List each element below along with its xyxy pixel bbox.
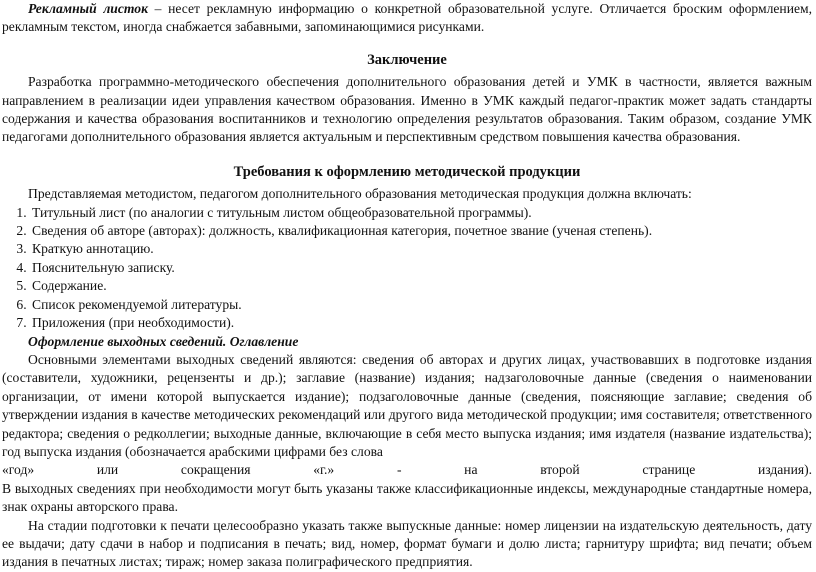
requirements-item: 5. Содержание. <box>30 277 812 295</box>
requirements-item: 3. Краткую аннотацию. <box>30 240 812 258</box>
requirements-item: 2. Сведения об авторе (авторах): должность, квалификационная категория, почетное звание (ученая степень). <box>30 222 812 240</box>
word: или <box>96 462 119 478</box>
output-subheading: Оформление выходных сведений. Оглавление <box>28 333 299 349</box>
intro-text: – несет рекламную информацию о конкретной образовательной услуге. Отличается броским оформлением, рекламным текстом, иногда снабжается забавными, запоминающимися рисунками. <box>2 1 813 35</box>
word: второй <box>540 462 580 478</box>
intro-paragraph <box>2 0 812 37</box>
word: сокращения <box>180 462 251 478</box>
word: странице <box>642 462 696 478</box>
word: на <box>464 462 478 478</box>
word: «г.» <box>313 462 335 478</box>
requirements-item: 1. Титульный лист (по аналогии с титульным листом общеобразовательной программы). <box>30 204 812 222</box>
requirements-item: 4. Пояснительную записку. <box>30 259 812 277</box>
conclusion-paragraph: Разработка программно-методического обеспечения дополнительного образования детей и УМК в частности, является важным направлением в реализации идеи управления качеством образования. Именно в УМК каждый педагог-практик может задать стандарты содержания и качества образования воспитанников и технологию определения результатов образования. Таким образом, создание УМК педагогами дополнительного образования является актуальным и перспективным средством повышения качества образования. <box>2 74 812 145</box>
word: - <box>396 462 402 478</box>
output-paragraph-1-last-line <box>2 461 812 479</box>
word: «год» <box>2 462 35 478</box>
requirements-lead: Представляемая методистом, педагогом дополнительного образования методическая продукция должна включать: <box>28 186 692 202</box>
output-paragraph-3: На стадии подготовки к печати целесообразно указать также выпускные данные: номер лицензии на издательскую деятельность, дату ее выдачи; дату сдачи в набор и подписания в печать; вид, номер, формат бумаги и долю листа; гарнитуру шрифта; вид печати; объем издания в печатных листах; тираж; номер заказа полиграфического предприятия. <box>2 517 812 570</box>
requirements-list <box>2 204 812 333</box>
requirements-item: 7. Приложения (при необходимости). <box>30 314 812 332</box>
output-paragraph-2: В выходных сведениях при необходимости могут быть указаны также классификационные индексы, международные стандартные номера, знак охраны авторского права. <box>2 480 812 515</box>
intro-term: Рекламный листок <box>28 1 148 16</box>
requirements-heading: Требования к оформлению методической продукции <box>233 163 581 180</box>
word: издания). <box>757 462 813 478</box>
requirements-item: 6. Список рекомендуемой литературы. <box>30 296 812 314</box>
conclusion-heading: Заключение <box>367 51 447 68</box>
output-paragraph-1: Основными элементами выходных сведений являются: сведения об авторах и других лицах, участвовавших в подготовке издания (составители, художники, рецензенты и др.); заглавие (название) издания; надзаголовочные данные (сведения о наименовании организации, от имени которой выпускается издание); подзаголовочные данные (сведения, поясняющие заглавие; сведения об утверждении издания в качестве методических рекомендаций или другого вида методической продукции; имя составителя; ответственного редактора; сведения о редколлегии; выходные данные, включающие в себя место выпуска издания; имя издателя (название издательства); год выпуска издания (обозначается арабскими цифрами без слова <box>2 351 812 459</box>
